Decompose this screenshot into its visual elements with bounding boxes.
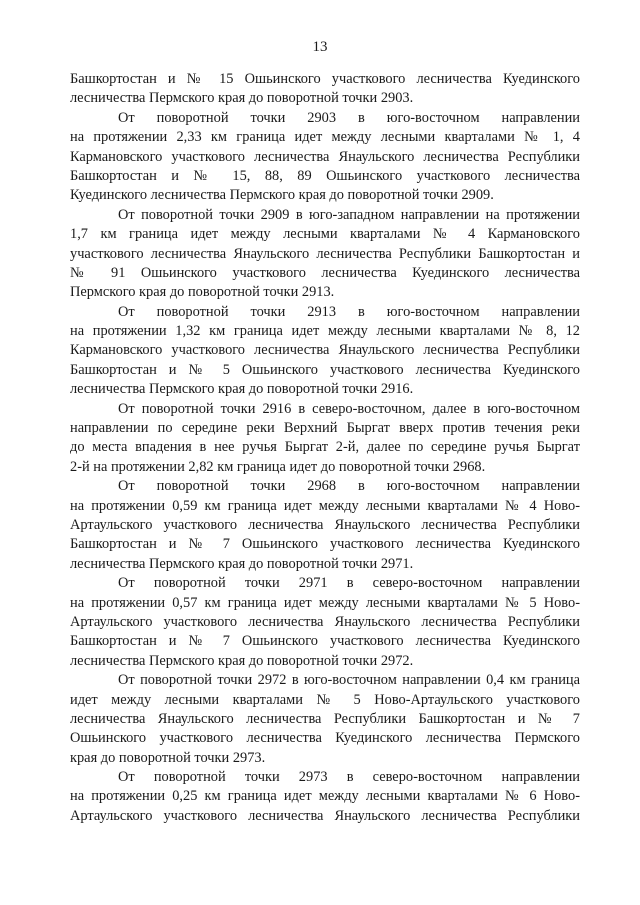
text-line: на протяжении 0,57 км граница идет между лесными кварталами № 5 Ново- (70, 594, 580, 611)
text-line: лесничества Пермского края до поворотной точки 2971. (70, 555, 414, 572)
text-line: Артаульского участкового лесничества Янаульского лесничества Республики (70, 516, 580, 533)
text-line: Кармановского участкового лесничества Янаульского лесничества Республики (70, 148, 580, 165)
text-line: участкового лесничества Янаульского лесничества Республики Башкортостан и (70, 245, 580, 262)
text-line: От поворотной точки 2909 в юго-западном направлении на протяжении (118, 206, 580, 223)
text-line: Кармановского участкового лесничества Янаульского лесничества Республики (70, 342, 580, 359)
text-line: лесничества Пермского края до поворотной точки 2903. (70, 90, 414, 107)
text-line: лесничества Пермского края до поворотной точки 2972. (70, 652, 414, 669)
text-line: От поворотной точки 2972 в юго-восточном направлении 0,4 км граница (118, 672, 580, 689)
text-line: Башкортостан и № 7 Ошьинского участкового лесничества Куединского (70, 536, 580, 553)
paragraph (70, 477, 580, 574)
text-line: От поворотной точки 2903 в юго-восточном направлении (118, 109, 580, 126)
text-line: От поворотной точки 2973 в северо-восточном направлении (118, 769, 580, 786)
text-line: на протяжении 0,25 км граница идет между лесными кварталами № 6 Ново- (70, 788, 580, 805)
text-line: Артаульского участкового лесничества Янаульского лесничества Республики (70, 613, 580, 630)
text-line: на протяжении 1,32 км граница идет между лесными кварталами № 8, 12 (70, 323, 580, 340)
text-line: на протяжении 0,59 км граница идет между лесными кварталами № 4 Ново- (70, 497, 580, 514)
text-line: идет между лесными кварталами № 5 Ново-Артаульского участкового (70, 691, 580, 708)
text-line: Башкортостан и № 7 Ошьинского участкового лесничества Куединского (70, 633, 580, 650)
page-number: 13 (312, 39, 328, 55)
text-line: 1,7 км граница идет между лесными кварталами № 4 Кармановского (70, 226, 580, 243)
text-line: От поворотной точки 2971 в северо-восточном направлении (118, 575, 580, 592)
text-line: Пермского края до поворотной точки 2913. (70, 284, 335, 301)
text-line: края до поворотной точки 2973. (70, 749, 266, 766)
text-line: Башкортостан и № 15 Ошьинского участкового лесничества Куединского (70, 71, 580, 87)
paragraph (70, 671, 580, 768)
text-line: Башкортостан и № 15, 88, 89 Ошьинского участкового лесничества (70, 167, 580, 184)
text-line: лесничества Пермского края до поворотной точки 2916. (70, 381, 414, 398)
text-line: Куединского лесничества Пермского края до поворотной точки 2909. (70, 187, 494, 204)
document-body (70, 70, 580, 826)
text-line: Ошьинского участкового лесничества Куединского лесничества Пермского (70, 730, 580, 747)
paragraph (70, 400, 580, 478)
text-line: От поворотной точки 2916 в северо-восточном, далее в юго-восточном (118, 400, 580, 417)
text-line: Башкортостан и № 5 Ошьинского участкового лесничества Куединского (70, 361, 580, 378)
paragraph (70, 109, 580, 206)
paragraph (70, 574, 580, 671)
text-line: на протяжении 2,33 км граница идет между лесными кварталами № 1, 4 (70, 129, 580, 146)
paragraph (70, 70, 580, 109)
paragraph (70, 206, 580, 303)
text-line: От поворотной точки 2913 в юго-восточном направлении (118, 303, 580, 320)
text-line: Артаульского участкового лесничества Янаульского лесничества Республики (70, 807, 580, 824)
text-line: лесничества Янаульского лесничества Республики Башкортостан и № 7 (70, 710, 580, 727)
text-line: до места впадения в нее ручья Быргат 2-й, далее по середине ручья Быргат (70, 439, 580, 456)
text-line: От поворотной точки 2968 в юго-восточном направлении (118, 478, 580, 495)
text-line: 2-й на протяжении 2,82 км граница идет до поворотной точки 2968. (70, 458, 486, 475)
text-line: № 91 Ошьинского участкового лесничества Куединского лесничества (70, 264, 580, 281)
paragraph (70, 303, 580, 400)
text-line: направлении по середине реки Верхний Быргат вверх против течения реки (70, 420, 580, 437)
paragraph (70, 768, 580, 826)
